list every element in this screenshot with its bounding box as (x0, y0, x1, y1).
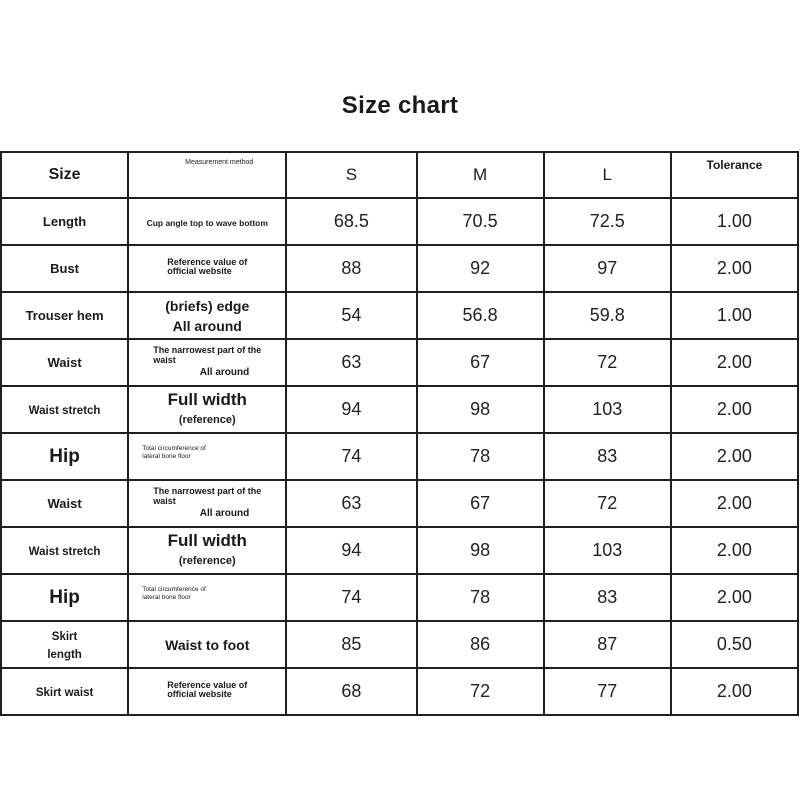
cell-m: 67 (417, 339, 544, 386)
cell-m: 56.8 (417, 292, 544, 339)
cell-l: 72 (544, 480, 671, 527)
row-method: Total circumference of lateral bone floor (128, 433, 286, 480)
cell-tolerance: 2.00 (671, 433, 798, 480)
cell-s: 85 (286, 621, 416, 668)
cell-tolerance: 2.00 (671, 480, 798, 527)
row-method: Full width (reference) (128, 527, 286, 574)
row-method: (briefs) edge All around (128, 292, 286, 339)
cell-tolerance: 0.50 (671, 621, 798, 668)
row-method: Reference value of official website (128, 668, 286, 715)
header-m: M (417, 152, 544, 198)
header-method: Measurement method (128, 152, 286, 198)
table-row (1, 339, 798, 386)
cell-tolerance: 2.00 (671, 386, 798, 433)
size-chart-table (0, 151, 799, 716)
cell-tolerance: 1.00 (671, 292, 798, 339)
header-tolerance: Tolerance (671, 152, 798, 198)
cell-l: 72.5 (544, 198, 671, 245)
header-l: L (544, 152, 671, 198)
table-row (1, 292, 798, 339)
cell-l: 97 (544, 245, 671, 292)
cell-s: 94 (286, 386, 416, 433)
cell-m: 67 (417, 480, 544, 527)
chart-title: Size chart (341, 92, 459, 119)
cell-l: 103 (544, 386, 671, 433)
table-row (1, 480, 798, 527)
row-method: Reference value of official website (128, 245, 286, 292)
cell-l: 72 (544, 339, 671, 386)
row-name: Waist (1, 480, 128, 527)
cell-s: 68 (286, 668, 416, 715)
cell-tolerance: 2.00 (671, 527, 798, 574)
table-row (1, 245, 798, 292)
cell-tolerance: 2.00 (671, 339, 798, 386)
cell-s: 94 (286, 527, 416, 574)
cell-l: 83 (544, 433, 671, 480)
cell-m: 86 (417, 621, 544, 668)
row-method: Cup angle top to wave bottom (128, 198, 286, 245)
row-name: Waist stretch (1, 386, 128, 433)
cell-s: 68.5 (286, 198, 416, 245)
cell-m: 78 (417, 574, 544, 621)
cell-m: 70.5 (417, 198, 544, 245)
cell-l: 103 (544, 527, 671, 574)
cell-s: 88 (286, 245, 416, 292)
cell-tolerance: 2.00 (671, 668, 798, 715)
row-name: Waist (1, 339, 128, 386)
cell-m: 98 (417, 527, 544, 574)
row-name: Length (1, 198, 128, 245)
table-row (1, 668, 798, 715)
row-method: The narrowest part of the waist All around (128, 339, 286, 386)
table-row (1, 433, 798, 480)
header-size: Size (1, 152, 128, 198)
row-name: Skirt waist (1, 668, 128, 715)
cell-tolerance: 2.00 (671, 245, 798, 292)
cell-l: 83 (544, 574, 671, 621)
row-name: Waist stretch (1, 527, 128, 574)
cell-tolerance: 2.00 (671, 574, 798, 621)
cell-l: 59.8 (544, 292, 671, 339)
row-name: Trouser hem (1, 292, 128, 339)
table-row (1, 527, 798, 574)
row-method: Waist to foot (128, 621, 286, 668)
cell-m: 92 (417, 245, 544, 292)
cell-l: 87 (544, 621, 671, 668)
row-name: Hip (1, 433, 128, 480)
row-name: Hip (1, 574, 128, 621)
cell-m: 78 (417, 433, 544, 480)
cell-s: 74 (286, 574, 416, 621)
cell-l: 77 (544, 668, 671, 715)
row-name: Skirt length (1, 621, 128, 668)
table-row (1, 386, 798, 433)
cell-s: 54 (286, 292, 416, 339)
cell-tolerance: 1.00 (671, 198, 798, 245)
row-method: Total circumference of lateral bone floor (128, 574, 286, 621)
row-method: The narrowest part of the waist All around (128, 480, 286, 527)
table-row (1, 574, 798, 621)
table-row (1, 198, 798, 245)
row-method: Full width (reference) (128, 386, 286, 433)
header-row (1, 152, 798, 198)
cell-s: 63 (286, 480, 416, 527)
cell-s: 74 (286, 433, 416, 480)
cell-m: 98 (417, 386, 544, 433)
table-row (1, 621, 798, 668)
header-s: S (286, 152, 416, 198)
row-name: Bust (1, 245, 128, 292)
cell-s: 63 (286, 339, 416, 386)
cell-m: 72 (417, 668, 544, 715)
